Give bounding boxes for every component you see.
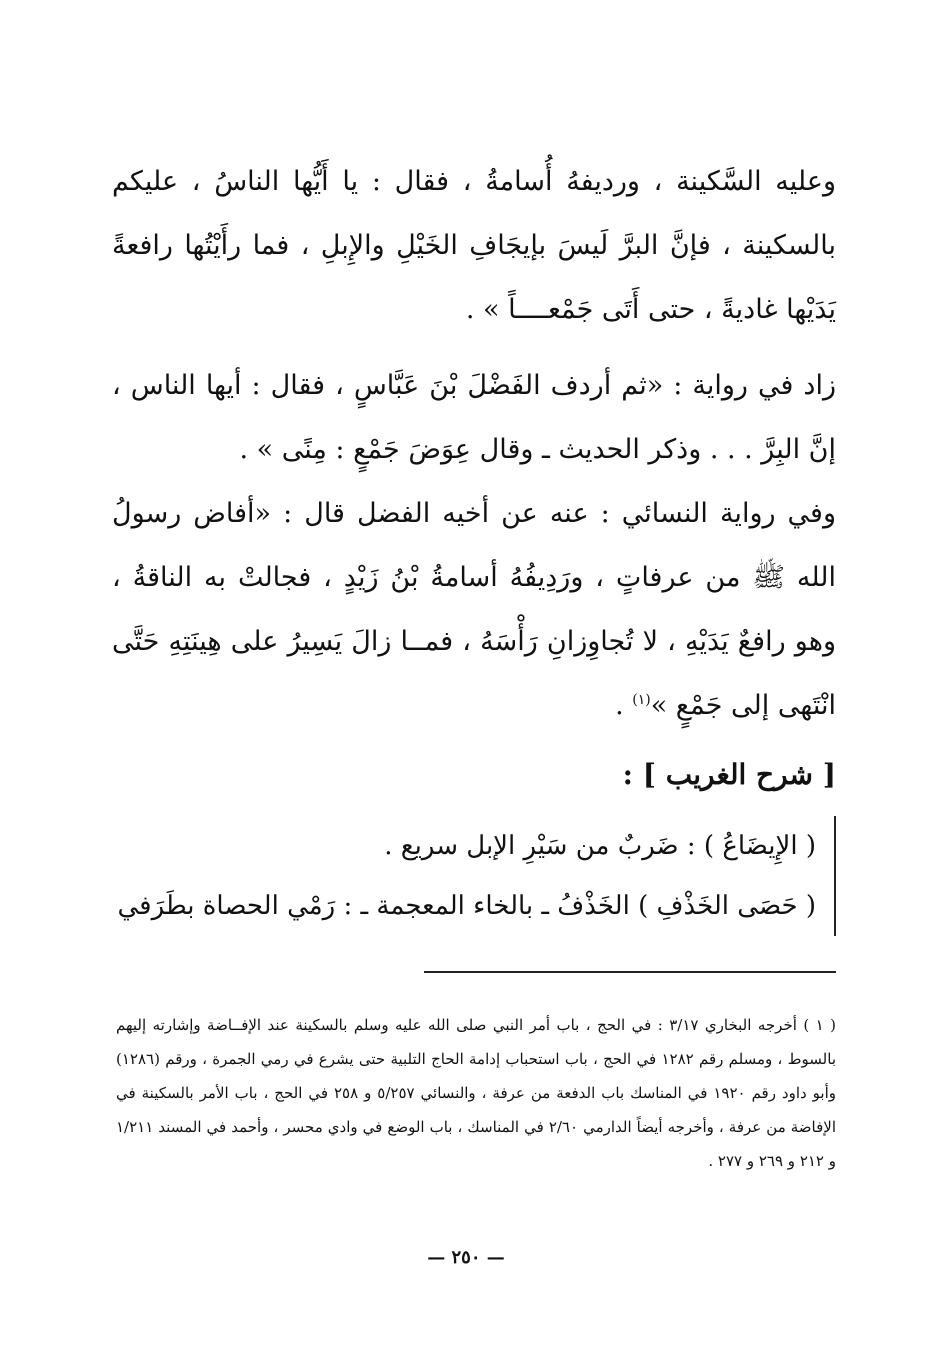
page-number: — ٢٥٠ — [427, 1247, 505, 1268]
section-heading: [ شرح الغريب ] : [622, 758, 836, 791]
footnote-text: ( ١ ) أخرجه البخاري ٣/١٧ : في الحج ، باب أمر النبي صلى الله عليه وسلم بالسكينة عند الإفــاضة وإشارته إليهم بالسوط ، ومسلم رقم ١٢٨٢ في الحج ، باب استحباب إدامة الحاج التلبية حتى يشرع في رمي الجمرة ، ورقم (١٢٨٦) وأبو داود رقم ١٩٢٠ في المناسك باب الدفعة من عرفة ، والنسائي ٥/٢٥٧ و ٢٥٨ في الحج ، باب الأمر بالسكينة في الإفاضة من عرفة ، وأخرجه أيضاً الدارمي ٢/٦٠ في المناسك ، باب الوضع في وادي محسر ، وأحمد في المسند ١/٢١١ و ٢١٢ و ٢٦٩ و ٢٧٧ . [116, 1016, 836, 1170]
paragraph-riwaya: زاد في رواية : «ثم أردف الفَضْلَ بْنَ عَبَّاسٍ ، فقال : أيها الناس ، إنَّ البِرَّ . . . وذكر الحديث ـ وقال عِوَضَ جَمْعٍ : مِنًى » . [112, 370, 836, 465]
glossary [112, 816, 836, 936]
paragraph-hadith: وعليه السَّكينة ، ورديفهُ أُسامةُ ، فقال : يا أَيُّها الناسُ ، عليكم بالسكينة ، فإنَّ البرَّ لَيسَ بإيجَافِ الخَيْلِ والإِبلِ ، فما رأَيْتُها رافعةً يَدَيْها غاديةً ، حتى أَتَى جَمْعــــاً » . [112, 166, 836, 325]
main-text [112, 150, 836, 738]
footnote-reference[interactable]: (١) [632, 692, 651, 708]
glossary-entry: ( الإِيضَاعُ ) : ضَربٌ من سَيْرِ الإبل سريع . [384, 831, 816, 861]
footnotes [116, 1008, 836, 1178]
paragraph-nasai [112, 482, 836, 738]
paragraph-nasai-end: . [615, 690, 633, 721]
footnote-divider [424, 971, 836, 973]
paragraph-nasai-text: وفي رواية النسائي : عنه عن أخيه الفضل قال : «أفاض رسولُ الله ﷺ من عرفاتٍ ، ورَدِيفُهُ أسامةُ بْنُ زَيْدٍ ، فجالتْ به الناقةُ ، وهو رافعٌ يَدَيْهِ ، لا تُجاوِزانِ رَأْسَهُ ، فمــا زالَ يَسِيرُ على هِينَتِهِ حَتَّى انْتَهى إلى جَمْعٍ » [112, 498, 836, 721]
glossary-entry: ( حَصَى الخَذْفِ ) الخَذْفُ ـ بالخاء المعجمة ـ : رَمْي الحصاة بطَرَفي [117, 891, 816, 921]
